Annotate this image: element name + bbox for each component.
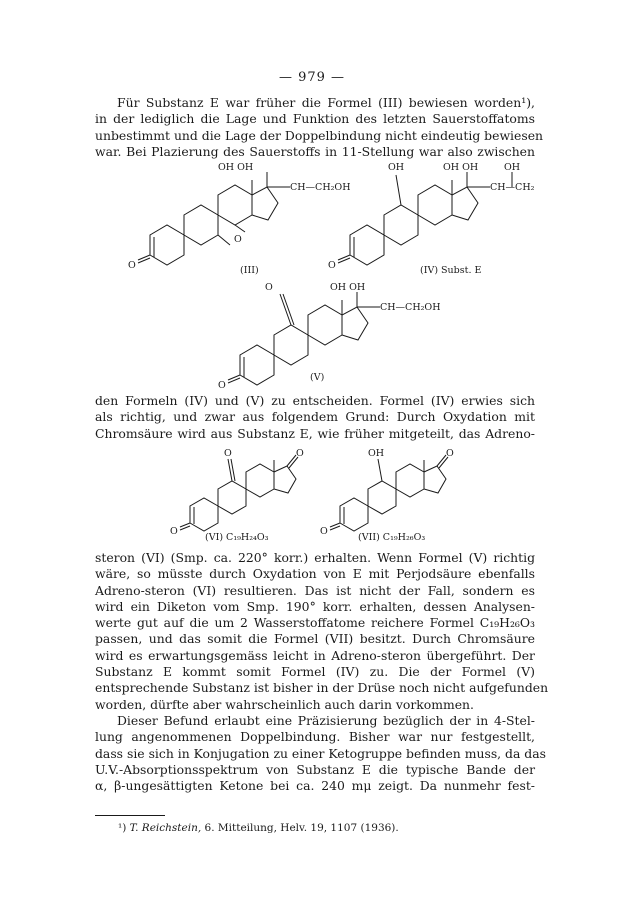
- o-label: O: [296, 448, 304, 459]
- formula-label-VII: (VII) C₁₉H₂₆O₃: [358, 532, 426, 543]
- text-line: den Formeln (IV) und (V) zu entscheiden. Formel (IV) erwies sich: [95, 393, 535, 408]
- formula-label-V: (V): [310, 372, 325, 383]
- formula-label-VI: (VI) C₁₉H₂₄O₃: [205, 532, 269, 543]
- o-label: O: [224, 448, 232, 459]
- text-line: Substanz E kommt somit Formel (IV) zu. Die der Formel (V): [95, 664, 535, 680]
- oh-label: OH: [368, 448, 385, 459]
- text-line: U.V.-Absorptionsspektrum von Substanz E die typische Bande der: [95, 761, 535, 777]
- o-label: O: [265, 282, 273, 293]
- oh-label: OH OH: [330, 282, 366, 293]
- oh-label: OH: [388, 162, 405, 173]
- structure-III: [128, 160, 351, 280]
- footnote-author: T. Reichstein,: [129, 822, 202, 834]
- o-label: O: [218, 380, 226, 391]
- structure-VI: [170, 448, 320, 543]
- footnote-text: 6. Mitteilung, Helv. 19, 1107 (1936).: [201, 822, 399, 834]
- paragraph-4: [95, 713, 546, 794]
- side-chain-label: CH—CH₂OH: [380, 302, 441, 313]
- text-line: war. Bei Plazierung des Sauerstoffs in 11-Stellung war also zwischen: [95, 143, 535, 159]
- formula-label-IV: (IV) Subst. E: [420, 265, 482, 276]
- text-line: werte gut auf die um 2 Wasserstoffatome reichere Formel C₁₉H₂₆O₃: [95, 615, 535, 631]
- structure-IV: [328, 160, 535, 280]
- paragraph-2: [95, 393, 535, 442]
- text-line: wird ein Diketon vom Smp. 190° korr. erhalten, dessen Analysen-: [95, 598, 535, 614]
- formula-label-III: (III): [240, 265, 259, 276]
- o-label: O: [446, 448, 454, 459]
- footnote: [118, 822, 399, 834]
- paragraph-1: [95, 95, 544, 160]
- structure-VII: [320, 448, 470, 543]
- text-line: steron (VI) (Smp. ca. 220° korr.) erhalten. Wenn Formel (V) richtig: [95, 550, 535, 565]
- text-line: wird es erwartungsgemäss leicht in Adreno-steron übergeführt. Der: [95, 647, 535, 663]
- text-line: Dieser Befund erlaubt eine Präzisierung bezüglich der in 4-Stel-: [117, 713, 535, 728]
- text-line: passen, und das somit die Formel (VII) besitzt. Durch Chromsäure: [95, 631, 535, 647]
- text-line: Adreno-steron (VI) resultieren. Das ist nicht der Fall, sondern es: [95, 582, 535, 598]
- text-line: wäre, so müsste durch Oxydation von E mit Perjodsäure ebenfalls: [95, 566, 535, 582]
- oh-label: OH OH: [218, 162, 254, 173]
- text-line: Für Substanz E war früher die Formel (III) bewiesen worden¹),: [117, 95, 535, 110]
- o-label: O: [170, 526, 178, 537]
- o-label: O: [234, 234, 242, 245]
- text-line: dass sie sich in Konjugation zu einer Ketogruppe befinden muss, da das: [95, 745, 546, 761]
- text-line: entsprechende Substanz ist bisher in der Drüse noch nicht aufgefunden: [95, 680, 549, 696]
- paragraph-3: [95, 550, 549, 713]
- o-label: O: [128, 260, 136, 271]
- text-line: worden, dürfte aber wahrscheinlich auch darin vorkommen.: [95, 696, 474, 712]
- oh-label: OH: [504, 162, 521, 173]
- footnote-marker: ¹): [118, 822, 127, 834]
- text-line: als richtig, und zwar aus folgendem Grund: Durch Oxydation mit: [95, 409, 535, 425]
- text-line: unbestimmt und die Lage der Doppelbindung nicht eindeutig bewiesen: [95, 127, 544, 143]
- oh-label: OH OH: [443, 162, 479, 173]
- side-chain-label: CH—CH₂: [490, 182, 535, 193]
- text-line: Chromsäure wird aus Substanz E, wie früher mitgeteilt, das Adreno-: [95, 425, 535, 441]
- side-chain-label: CH—CH₂OH: [290, 182, 351, 193]
- o-label: O: [328, 260, 336, 271]
- page-number: — 979 —: [278, 70, 346, 85]
- text-line: lung angenommenen Doppelbindung. Bisher war nur festgestellt,: [95, 729, 535, 745]
- text-line: α, β-ungesättigten Ketone bei ca. 240 mμ zeigt. Da nunmehr fest-: [95, 778, 535, 794]
- text-line: in der lediglich die Lage und Funktion des letzten Sauerstoffatoms: [95, 111, 535, 127]
- o-label: O: [320, 526, 328, 537]
- footnote-divider: [95, 815, 165, 816]
